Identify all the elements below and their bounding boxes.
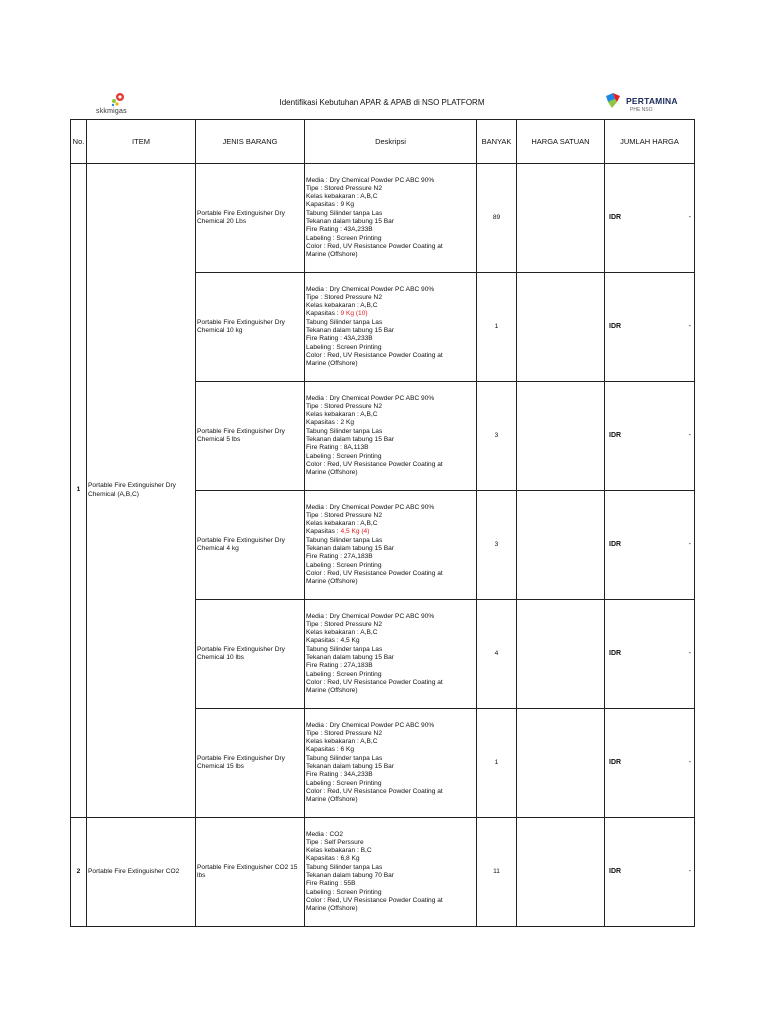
desc-line: Tekanan dalam tabung 15 Bar: [306, 763, 394, 770]
desc-line: Kapasitas : 9 Kg: [306, 201, 355, 209]
desc-line: Labeling : Screen Printing: [306, 234, 382, 242]
desc-line: Tipe : Stored Pressure N2: [306, 511, 382, 519]
desc-line: Media : Dry Chemical Powder PC ABC 90%: [306, 176, 435, 184]
cell-jenis-barang: Portable Fire Extinguisher CO2 15 lbs: [196, 818, 305, 927]
capacity-highlight: 4,5 Kg (4): [340, 528, 370, 536]
col-header-harga-satuan: HARGA SATUAN: [517, 120, 605, 164]
desc-line: Fire Rating : 43A,233B: [306, 226, 373, 234]
desc-line: Color : Red, UV Resistance Powder Coating at: [306, 896, 443, 904]
cell-no: 1: [71, 164, 87, 818]
table-row: [71, 818, 695, 927]
desc-line: Media : Dry Chemical Powder PC ABC 90%: [306, 612, 435, 620]
cell-jenis-barang: Portable Fire Extinguisher Dry Chemical 5 lbs: [196, 382, 305, 491]
desc-line: Color : Red, UV Resistance Powder Coating at: [306, 787, 443, 795]
col-header-jenis: JENIS BARANG: [196, 120, 305, 164]
cell-deskripsi: [305, 491, 477, 600]
table-header-row: [71, 120, 695, 164]
desc-line: Tabung Silinder tanpa Las: [306, 863, 383, 871]
cell-deskripsi: [305, 600, 477, 709]
col-header-banyak: BANYAK: [477, 120, 517, 164]
desc-line: Fire Rating : 43A,233B: [306, 335, 373, 343]
desc-line: Tabung Silinder tanpa Las: [306, 536, 383, 544]
desc-line: Labeling : Screen Printing: [306, 561, 382, 569]
desc-line: Kelas kebakaran : A,B,C: [306, 193, 378, 201]
cell-harga-satuan: [517, 164, 605, 273]
desc-line: Tekanan dalam tabung 15 Bar: [306, 654, 394, 661]
desc-line: Tipe : Stored Pressure N2: [306, 184, 382, 192]
desc-line: Kelas kebakaran : A,B,C: [306, 302, 378, 310]
desc-line: Marine (Offshore): [306, 687, 358, 695]
amount-value: -: [688, 540, 691, 548]
desc-line-capacity: [306, 528, 476, 536]
amount-value: -: [688, 322, 691, 330]
desc-line: Kapasitas : 4,5 Kg: [306, 637, 360, 645]
desc-line: Fire Rating : 27A,183B: [306, 553, 373, 561]
desc-line: Tipe : Stored Pressure N2: [306, 620, 382, 628]
desc-line: Fire Rating : 8A,113B: [306, 444, 369, 452]
cell-jenis-barang: Portable Fire Extinguisher Dry Chemical 10 lbs: [196, 600, 305, 709]
amount-value: -: [688, 431, 691, 439]
desc-line: Fire Rating : 55B: [306, 880, 356, 888]
desc-line: Kapasitas : 6 Kg: [306, 746, 355, 754]
cell-deskripsi: [305, 382, 477, 491]
desc-line: Tipe : Stored Pressure N2: [306, 402, 382, 410]
cell-jenis-barang: Portable Fire Extinguisher Dry Chemical 4 kg: [196, 491, 305, 600]
desc-line: Tabung Silinder tanpa Las: [306, 645, 383, 653]
cell-harga-satuan: [517, 709, 605, 818]
cell-item: Portable Fire Extinguisher Dry Chemical (A,B,C): [87, 164, 196, 818]
desc-line: Tabung Silinder tanpa Las: [306, 209, 383, 217]
desc-line: Media : CO2: [306, 830, 344, 838]
desc-line: Marine (Offshore): [306, 905, 358, 913]
amount-value: -: [688, 213, 691, 221]
desc-line: Tekanan dalam tabung 15 Bar: [306, 436, 394, 443]
desc-line: Fire Rating : 34A,233B: [306, 771, 373, 779]
col-header-item: ITEM: [87, 120, 196, 164]
col-header-no: No.: [71, 120, 87, 164]
cell-jenis-barang: Portable Fire Extinguisher Dry Chemical 15 lbs: [196, 709, 305, 818]
desc-line: Tabung Silinder tanpa Las: [306, 427, 383, 435]
desc-line: Fire Rating : 27A,183B: [306, 662, 373, 670]
desc-line: Kelas kebakaran : B,C: [306, 847, 372, 855]
desc-line: Media : Dry Chemical Powder PC ABC 90%: [306, 285, 435, 293]
cell-harga-satuan: [517, 382, 605, 491]
desc-line: Labeling : Screen Printing: [306, 779, 382, 787]
table-row: [71, 164, 695, 273]
requirements-table: [70, 119, 695, 927]
desc-line: Tekanan dalam tabung 15 Bar: [306, 545, 394, 552]
pertamina-logo-mark: [604, 92, 624, 110]
cell-banyak: 11: [477, 818, 517, 927]
currency-label: IDR: [609, 213, 622, 221]
desc-line: Marine (Offshore): [306, 360, 358, 368]
desc-line: Kapasitas : 2 Kg: [306, 419, 355, 427]
cell-jumlah-harga: [605, 164, 695, 273]
desc-line: Marine (Offshore): [306, 251, 358, 259]
cell-harga-satuan: [517, 273, 605, 382]
pertamina-sub: PHE NSO: [630, 107, 653, 113]
pertamina-brand: PERTAMINA: [626, 96, 678, 106]
cell-jumlah-harga: [605, 382, 695, 491]
desc-line: Marine (Offshore): [306, 796, 358, 804]
cell-jumlah-harga: [605, 818, 695, 927]
cell-jumlah-harga: [605, 273, 695, 382]
desc-line: Labeling : Screen Printing: [306, 452, 382, 460]
cell-banyak: 3: [477, 382, 517, 491]
cell-no: 2: [71, 818, 87, 927]
amount-value: -: [688, 649, 691, 657]
cell-harga-satuan: [517, 818, 605, 927]
desc-line: Marine (Offshore): [306, 469, 358, 477]
document-title: Identifikasi Kebutuhan APAR & APAB di NSO PLATFORM: [279, 98, 485, 107]
cell-jumlah-harga: [605, 491, 695, 600]
desc-line: Labeling : Screen Printing: [306, 670, 382, 678]
cell-deskripsi: [305, 273, 477, 382]
desc-line: Media : Dry Chemical Powder PC ABC 90%: [306, 394, 435, 402]
desc-line: Kelas kebakaran : A,B,C: [306, 411, 378, 419]
desc-line: Tekanan dalam tabung 15 Bar: [306, 327, 394, 334]
currency-label: IDR: [609, 867, 622, 875]
desc-line: Tabung Silinder tanpa Las: [306, 754, 383, 762]
skkmigas-logo-text: skkmigas: [96, 108, 127, 115]
currency-label: IDR: [609, 540, 622, 548]
pertamina-logo: [604, 92, 684, 118]
document-header: [70, 88, 694, 120]
amount-value: -: [688, 758, 691, 766]
cell-jumlah-harga: [605, 709, 695, 818]
cell-deskripsi: [305, 164, 477, 273]
desc-line: Tipe : Stored Pressure N2: [306, 729, 382, 737]
desc-line: Tekanan dalam tabung 70 Bar: [306, 872, 394, 879]
desc-line: Marine (Offshore): [306, 578, 358, 586]
desc-line: Tekanan dalam tabung 15 Bar: [306, 218, 394, 225]
desc-line: Tipe : Self Perssure: [306, 838, 364, 846]
capacity-prefix: Kapasitas :: [306, 528, 341, 536]
desc-line: Media : Dry Chemical Powder PC ABC 90%: [306, 503, 435, 511]
cell-banyak: 4: [477, 600, 517, 709]
desc-line: Color : Red, UV Resistance Powder Coating at: [306, 569, 443, 577]
cell-deskripsi: [305, 709, 477, 818]
desc-line: Tipe : Stored Pressure N2: [306, 293, 382, 301]
currency-label: IDR: [609, 431, 622, 439]
currency-label: IDR: [609, 758, 622, 766]
cell-banyak: 1: [477, 709, 517, 818]
cell-harga-satuan: [517, 491, 605, 600]
cell-item: Portable Fire Extinguisher CO2: [87, 818, 196, 927]
desc-line: Color : Red, UV Resistance Powder Coating at: [306, 351, 443, 359]
capacity-highlight: 9 Kg (10): [340, 310, 368, 318]
amount-value: -: [688, 867, 691, 875]
desc-line: Kelas kebakaran : A,B,C: [306, 629, 378, 637]
capacity-prefix: Kapasitas :: [306, 310, 341, 318]
cell-harga-satuan: [517, 600, 605, 709]
desc-line: Color : Red, UV Resistance Powder Coating at: [306, 460, 443, 468]
cell-banyak: 89: [477, 164, 517, 273]
col-header-deskripsi: Deskripsi: [305, 120, 477, 164]
desc-line: Color : Red, UV Resistance Powder Coating at: [306, 678, 443, 686]
currency-label: IDR: [609, 649, 622, 657]
cell-jenis-barang: Portable Fire Extinguisher Dry Chemical 20 Lbs: [196, 164, 305, 273]
desc-line: Color : Red, UV Resistance Powder Coating at: [306, 242, 443, 250]
desc-line-capacity: [306, 310, 476, 318]
desc-line: Kelas kebakaran : A,B,C: [306, 738, 378, 746]
desc-line: Labeling : Screen Printing: [306, 888, 382, 896]
desc-line: Media : Dry Chemical Powder PC ABC 90%: [306, 721, 435, 729]
desc-line: Tabung Silinder tanpa Las: [306, 318, 383, 326]
cell-deskripsi: [305, 818, 477, 927]
desc-line: Kapasitas : 6,8 Kg: [306, 855, 360, 863]
cell-jenis-barang: Portable Fire Extinguisher Dry Chemical 10 kg: [196, 273, 305, 382]
currency-label: IDR: [609, 322, 622, 330]
desc-line: Labeling : Screen Printing: [306, 343, 382, 351]
cell-jumlah-harga: [605, 600, 695, 709]
cell-banyak: 1: [477, 273, 517, 382]
cell-banyak: 3: [477, 491, 517, 600]
col-header-jumlah-harga: JUMLAH HARGA: [605, 120, 695, 164]
desc-line: Kelas kebakaran : A,B,C: [306, 520, 378, 528]
